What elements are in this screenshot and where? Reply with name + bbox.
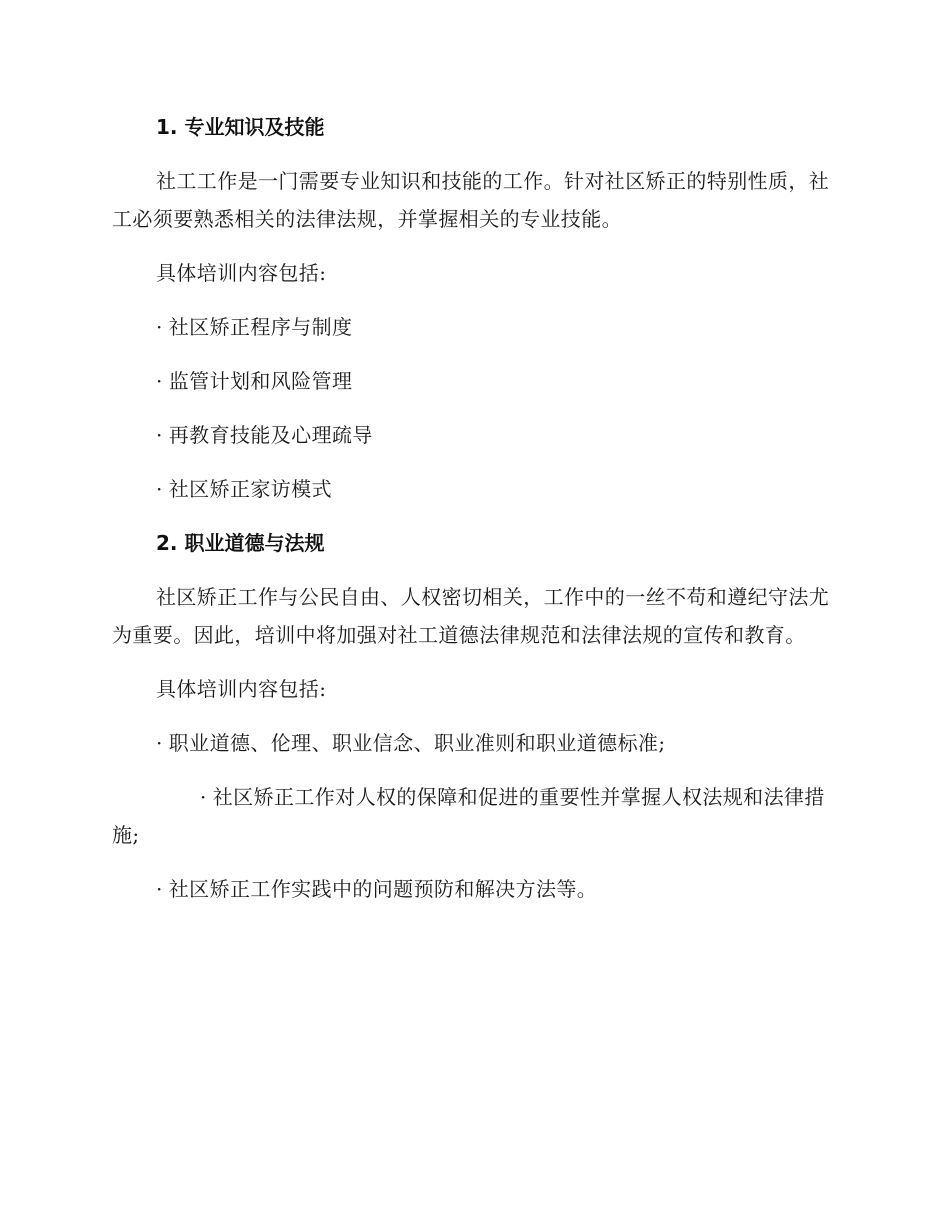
list-item-text: 社区矫正工作对人权的保障和促进的重要性并掌握人权法规和法律措施; [112,785,825,847]
list-item-text: 社区矫正家访模式 [168,477,332,501]
bullet-icon: · [156,369,163,393]
list-item [112,724,834,762]
bullet-icon: · [156,423,163,447]
list-item-text: 社区矫正工作实践中的问题预防和解决方法等。 [168,877,598,901]
list-item [112,362,834,400]
list-item-text: 职业道德、伦理、职业信念、职业准则和职业道德标准; [168,731,666,755]
list-item-text: 再教育技能及心理疏导 [168,423,373,447]
training-intro: 具体培训内容包括: [156,261,327,285]
bullet-icon: · [156,877,163,901]
bullet-icon: · [200,785,207,809]
section-paragraph: 社工工作是一门需要专业知识和技能的工作。针对社区矫正的特别性质，社工必须要熟悉相关的法律法规，并掌握相关的专业技能。 [112,169,830,231]
list-item [112,778,834,854]
section-heading-professional-skills: 1. 专业知识及技能 [156,115,325,139]
list-item [112,870,834,908]
list-item-text: 社区矫正程序与制度 [168,315,353,339]
document-body [112,108,834,908]
bullet-icon: · [156,477,163,501]
list-item [112,308,834,346]
training-intro: 具体培训内容包括: [156,677,327,701]
bullet-icon: · [156,315,163,339]
section-heading-ethics-regulations: 2. 职业道德与法规 [156,531,325,555]
list-item [112,416,834,454]
list-item [112,470,834,508]
bullet-icon: · [156,731,163,755]
section-paragraph: 社区矫正工作与公民自由、人权密切相关，工作中的一丝不苟和遵纪守法尤为重要。因此，培训中将加强对社工道德法律规范和法律法规的宣传和教育。 [112,585,830,647]
list-item-text: 监管计划和风险管理 [168,369,353,393]
